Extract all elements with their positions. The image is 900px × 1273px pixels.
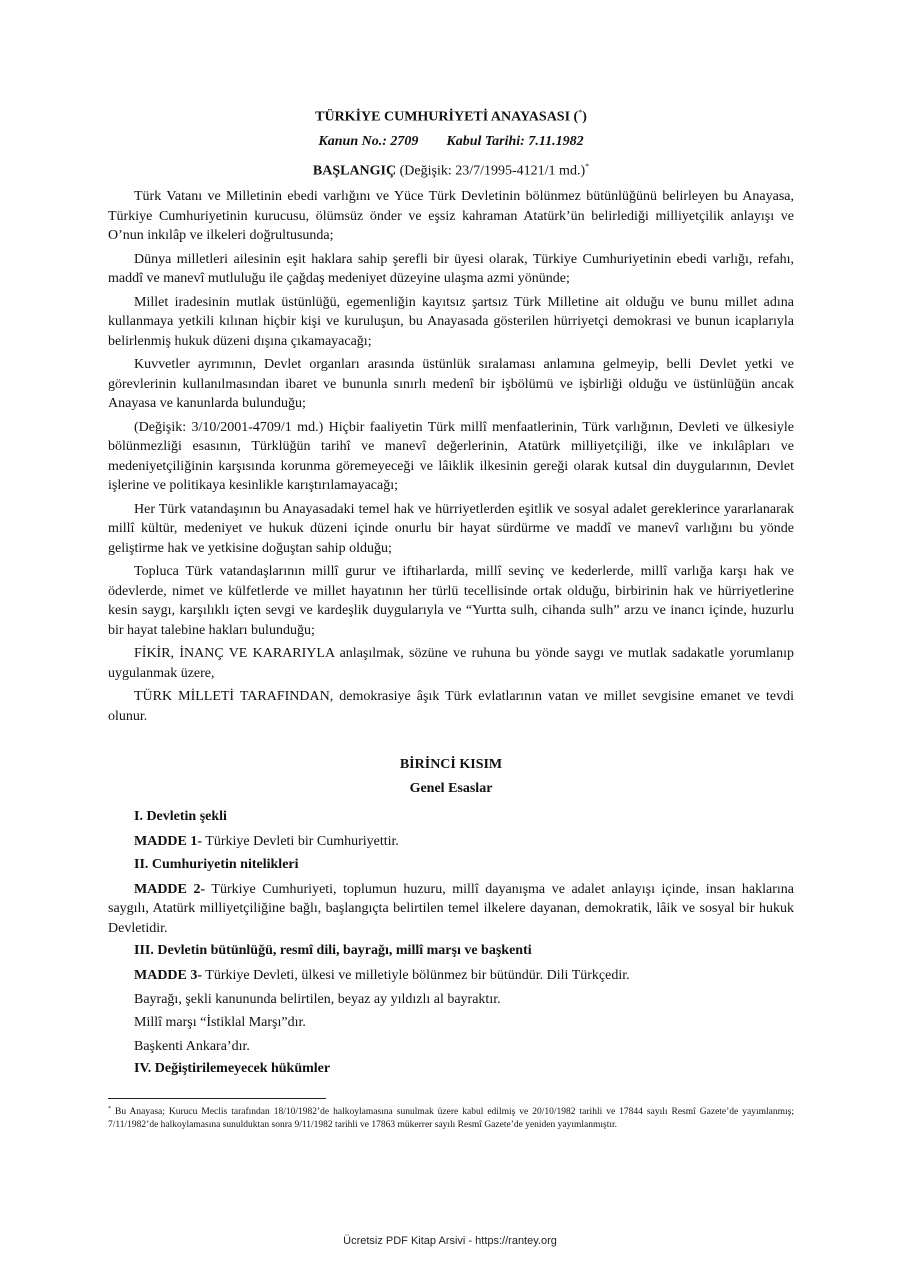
preamble-paragraph: Millet iradesinin mutlak üstünlüğü, egemenliğin kayıtsız şartsız Türk Milletine ait olduğu ve bunu millet adına kullanmaya yetkili kılınan hiçbir kişi ve kuruluşun, bu Anayasada gösterilen hürriyetçi demokrasi ve bunun icaplarıyla belirlenmiş hukuk düzeni dışına çıkamayacağı; [108,294,794,349]
preamble-paragraph: TÜRK MİLLETİ TARAFINDAN, demokrasiye âşık Türk evlatlarının vatan ve millet sevgisine emanet ve tevdi olunur. [108,689,794,724]
part-title: BİRİNCİ KISIM [399,757,503,773]
article-paragraph: Başkenti Ankara’dır. [134,1038,250,1054]
part-subtitle: Genel Esaslar [409,781,493,797]
preamble-paragraph: Dünya milletleri ailesinin eşit haklara sahip şerefli bir üyesi olarak, Türkiye Cumhuriyetinin ebedi varlığı, refahı, maddî ve manevî mutluluğu ile çağdaş medeniyet düzeyine ulaşma azmi yönünde; [108,251,794,287]
section-heading: I. Devletin şekli [134,809,227,825]
section-heading: IV. Değiştirilemeyecek hükümler [134,1061,331,1077]
preamble-paragraph: FİKİR, İNANÇ VE KARARIYLA anlaşılmak, sözüne ve ruhuna bu yönde saygı ve mutlak sadakatle yorumlanıp uygulanmak üzere, [108,646,794,681]
title-footnote-mark: * [578,108,583,117]
article-1 [108,832,794,852]
article-text: Türkiye Devleti, ülkesi ve milletiyle bölünmez bir bütündür. Dili Türkçedir. [202,968,630,984]
preamble-paragraph: Türk Vatanı ve Milletinin ebedi varlığını ve Yüce Türk Devletinin bölünmez bütünlüğünü belirleyen bu Anayasa, Türkiye Cumhuriyetinin kurucusu, ölümsüz önder ve eşsiz kahraman Atatürk’ün belirlediği milliyetçilik anlayışı ve O’nun inkılâp ve ilkeleri doğrultusunda; [108,189,794,244]
article-label: MADDE 2- [134,881,206,897]
document-title [108,104,794,127]
law-number: Kanun No.: 2709 [318,133,419,149]
preamble-paragraph: Topluca Türk vatandaşlarının millî gurur ve iftiharlarda, millî sevinç ve kederlerde, millî varlığa karşı hak ve ödevlerde, nimet ve külfetlerde ve millet hayatının her türlü tecellisinde ortak olduğu, birbirinin hak ve hürriyetlerine kesin saygı, karşılıklı içten sevgi ve kardeşlik duygularıyla ve “Yurtta sulh, cihanda sulh” arzu ve inancı içinde, huzurlu bir hayat talebine hakları bulunduğu; [108,564,794,638]
article-paragraph: Bayrağı, şekli kanununda belirtilen, beyaz ay yıldızlı al bayraktır. [134,991,501,1007]
preamble-paragraph: (Değişik: 3/10/2001-4709/1 md.) Hiçbir faaliyetin Türk millî menfaatlerinin, Türk varlığının, Devleti ve ülkesiyle bölünmezliği esasının, Türklüğün tarihî ve manevî değerlerinin, Atatürk milliyetçiliği, ilke ve inkılâpları ve medeniyetçiliğinin karşısında korunma göremeyeceği ve lâiklik ilkesinin gereği olarak kutsal din duygularının, Devlet işlerine ve politikaya kesinlikle karıştırılamayacağı; [108,419,794,494]
article-label: MADDE 1- [134,834,203,850]
preamble-footnote-mark: * [585,161,590,171]
footnote-divider [108,1098,326,1099]
footnote-mark: * [108,1106,111,1112]
article-text: Türkiye Cumhuriyeti, toplumun huzuru, millî dayanışma ve adalet anlayışı içinde, insan haklarına saygılı, Atatürk milliyetçiliğine bağlı, başlangıçta belirtilen temel ilkelere dayanan, demokratik, lâik ve sosyal bir hukuk Devletidir. [108,881,794,936]
article-3 [108,966,794,986]
footnote-text: Bu Anayasa; Kurucu Meclis tarafından 18/10/1982’de halkoylamasına sunulmak üzere kabul edilmiş ve 20/10/1982 tarihli ve 17844 sayılı Resmî Gazete’de yayımlanmış; 7/11/1982’de halkoylamasına sunulduktan sonra 9/11/1982 tarihli ve 17863 mükerrer sayılı Resmî Gazete’de yeniden yayımlanmıştır. [108,1107,794,1131]
article-text: Türkiye Devleti bir Cumhuriyettir. [202,834,399,850]
section-heading: II. Cumhuriyetin nitelikleri [134,856,299,872]
title-text: TÜRKİYE CUMHURİYETİ ANAYASASI ( [315,109,579,125]
article-2 [108,880,794,939]
title-close: ) [582,109,587,125]
law-info [108,133,794,151]
article-paragraph: Millî marşı “İstiklal Marşı”dır. [134,1015,306,1031]
preamble-paragraph: Kuvvetler ayrımının, Devlet organları arasında üstünlük sıralaması anlamına gelmeyip, belli Devlet yetki ve görevlerinin kullanılmasından ibaret ve bununla sınırlı medenî bir işbölümü ve işbirliği olduğu ve üstünlüğün ancak Anayasa ve kanunlarda bulunduğu; [108,357,794,412]
page-footer: Ücretsiz PDF Kitap Arsivi - https://rantey.org [343,1235,557,1247]
document-body [108,104,794,1084]
law-date: Kabul Tarihi: 7.11.1982 [446,133,584,149]
section-heading: III. Devletin bütünlüğü, resmî dili, bayrağı, millî marşı ve başkenti [134,943,532,959]
preamble-paragraph: Her Türk vatandaşının bu Anayasadaki temel hak ve hürriyetlerden eşitlik ve sosyal adalet gereklerince yararlanarak millî kültür, medeniyet ve hukuk düzeni içinde onurlu bir hayat sürdürme ve maddî ve manevî varlığını bu yönde geliştirme hak ve yetkisine doğuştan sahip olduğu; [108,501,794,556]
preamble-title: BAŞLANGIÇ [312,163,397,179]
article-label: MADDE 3- [134,968,203,984]
footnote [108,1103,794,1132]
preamble-heading [108,158,794,181]
preamble-note: (Değişik: 23/7/1995-4121/1 md.) [396,163,586,179]
